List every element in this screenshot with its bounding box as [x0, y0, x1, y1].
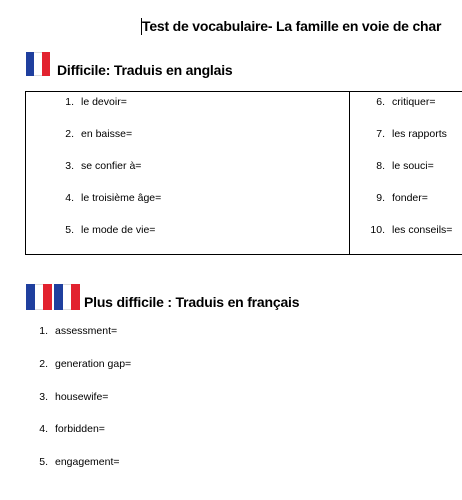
list-item — [52, 128, 132, 140]
list-item — [52, 96, 127, 108]
list-item — [363, 160, 434, 172]
list-item — [26, 325, 117, 337]
item-text: le troisième âge= — [81, 192, 162, 204]
item-text: fonder= — [392, 192, 428, 204]
item-number: 5. — [65, 224, 74, 236]
list-item — [26, 423, 105, 435]
french-flag-icon — [54, 284, 80, 310]
item-number: 3. — [39, 391, 48, 403]
item-number: 2. — [39, 358, 48, 370]
document-title: Test de vocabulaire- La famille en voie de char — [142, 18, 442, 34]
item-text: le souci= — [392, 160, 434, 172]
flag-red-band — [43, 284, 52, 310]
item-number: 3. — [65, 160, 74, 172]
flag-white-band — [34, 52, 42, 76]
list-item — [52, 192, 161, 204]
item-number: 4. — [65, 192, 74, 204]
list-item — [26, 358, 131, 370]
item-number: 4. — [39, 423, 48, 435]
flag-red-band — [42, 52, 50, 76]
item-number: 8. — [376, 160, 385, 172]
vocab-table — [25, 91, 462, 255]
item-number: 1. — [39, 325, 48, 337]
item-number: 5. — [39, 456, 48, 468]
item-number: 10. — [370, 224, 385, 236]
item-text: forbidden= — [55, 423, 105, 435]
item-text: le mode de vie= — [81, 224, 156, 236]
list-item — [363, 128, 447, 140]
list-item — [26, 391, 108, 403]
item-number: 6. — [376, 96, 385, 108]
flag-red-band — [71, 284, 80, 310]
flag-blue-band — [26, 284, 35, 310]
item-text: generation gap= — [55, 358, 132, 370]
flag-blue-band — [26, 52, 34, 76]
item-text: les rapports — [392, 128, 447, 140]
item-text: les conseils= — [392, 224, 453, 236]
list-item — [363, 96, 435, 108]
list-item — [363, 192, 428, 204]
item-text: en baisse= — [81, 128, 133, 140]
item-text: le devoir= — [81, 96, 127, 108]
item-number: 2. — [65, 128, 74, 140]
list-item — [52, 224, 155, 236]
list-item — [26, 456, 120, 468]
item-text: assessment= — [55, 325, 118, 337]
french-flag-icon — [26, 52, 50, 76]
flag-white-band — [35, 284, 44, 310]
section1-heading: Difficile: Traduis en anglais — [57, 62, 233, 78]
list-item — [363, 224, 452, 236]
item-text: critiquer= — [392, 96, 436, 108]
item-number: 9. — [376, 192, 385, 204]
flag-white-band — [63, 284, 72, 310]
item-text: engagement= — [55, 456, 120, 468]
item-number: 7. — [376, 128, 385, 140]
item-text: se confier à= — [81, 160, 142, 172]
table-column-divider — [349, 92, 350, 254]
french-flag-icon — [26, 284, 52, 310]
list-item — [52, 160, 141, 172]
flag-blue-band — [54, 284, 63, 310]
item-text: housewife= — [55, 391, 109, 403]
section2-heading: Plus difficile : Traduis en français — [84, 294, 300, 310]
item-number: 1. — [65, 96, 74, 108]
